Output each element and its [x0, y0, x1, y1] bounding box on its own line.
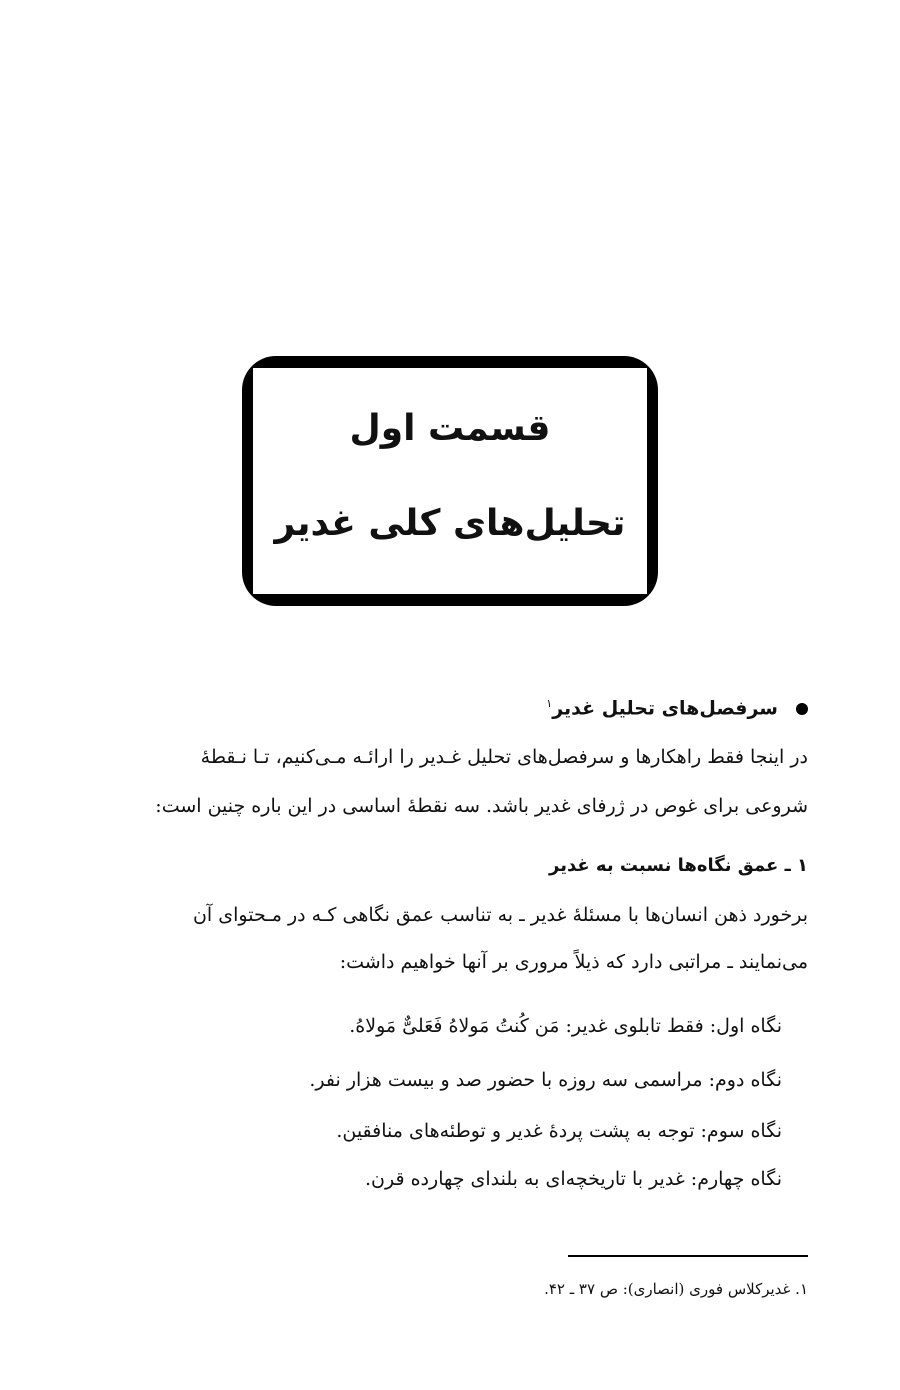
view-item: نگاه اول: فقط تابلوی غدیر: مَن کُنتُ مَولاهُ فَعَلیٌّ مَولاهُ. [349, 1015, 782, 1037]
part-subtitle: تحلیل‌های کلی غدیر [274, 503, 626, 544]
view-item: نگاه سوم: توجه به پشت پردهٔ غدیر و توطئه‌های منافقین. [336, 1120, 782, 1142]
view-item: نگاه چهارم: غدیر با تاریخچه‌ای به بلندای چهارده قرن. [365, 1168, 782, 1190]
section-heading-text: سرفصل‌های تحلیل غدیر [552, 697, 778, 720]
bullet-icon [796, 703, 808, 715]
paragraph-line: شروعی برای غوص در ژرفای غدیر باشد. سه نقطهٔ اساسی در این باره چنین است: [155, 795, 808, 817]
part-title-frame [242, 356, 658, 606]
footnote-text: ۱. غدیرکلاس فوری (انصاری): ص ۳۷ ـ ۴۲. [544, 1280, 808, 1298]
subsection-heading: ۱ ـ عمق نگاه‌ها نسبت به غدیر [549, 855, 808, 876]
section-heading [546, 697, 808, 719]
footnote-reference: ۱ [546, 697, 553, 710]
paragraph-line: برخورد ذهن انسان‌ها با مسئلهٔ غدیر ـ به تناسب عمق نگاهی کـه در مـحتوای آن [192, 904, 808, 926]
view-item: نگاه دوم: مراسمی سه روزه با حضور صد و بیست هزار نفر. [309, 1069, 782, 1091]
paragraph-line: در اینجا فقط راهکارها و سرفصل‌های تحلیل غـدیر را ارائـه مـی‌کنیم، تـا نـقطهٔ [200, 746, 808, 768]
paragraph-line: می‌نمایند ـ مراتبی دارد که ذیلاً مروری بر آنها خواهیم داشت: [339, 951, 808, 973]
part-title: قسمت اول [349, 408, 551, 449]
footnote-divider [568, 1255, 808, 1257]
part-title-inner [252, 367, 648, 595]
